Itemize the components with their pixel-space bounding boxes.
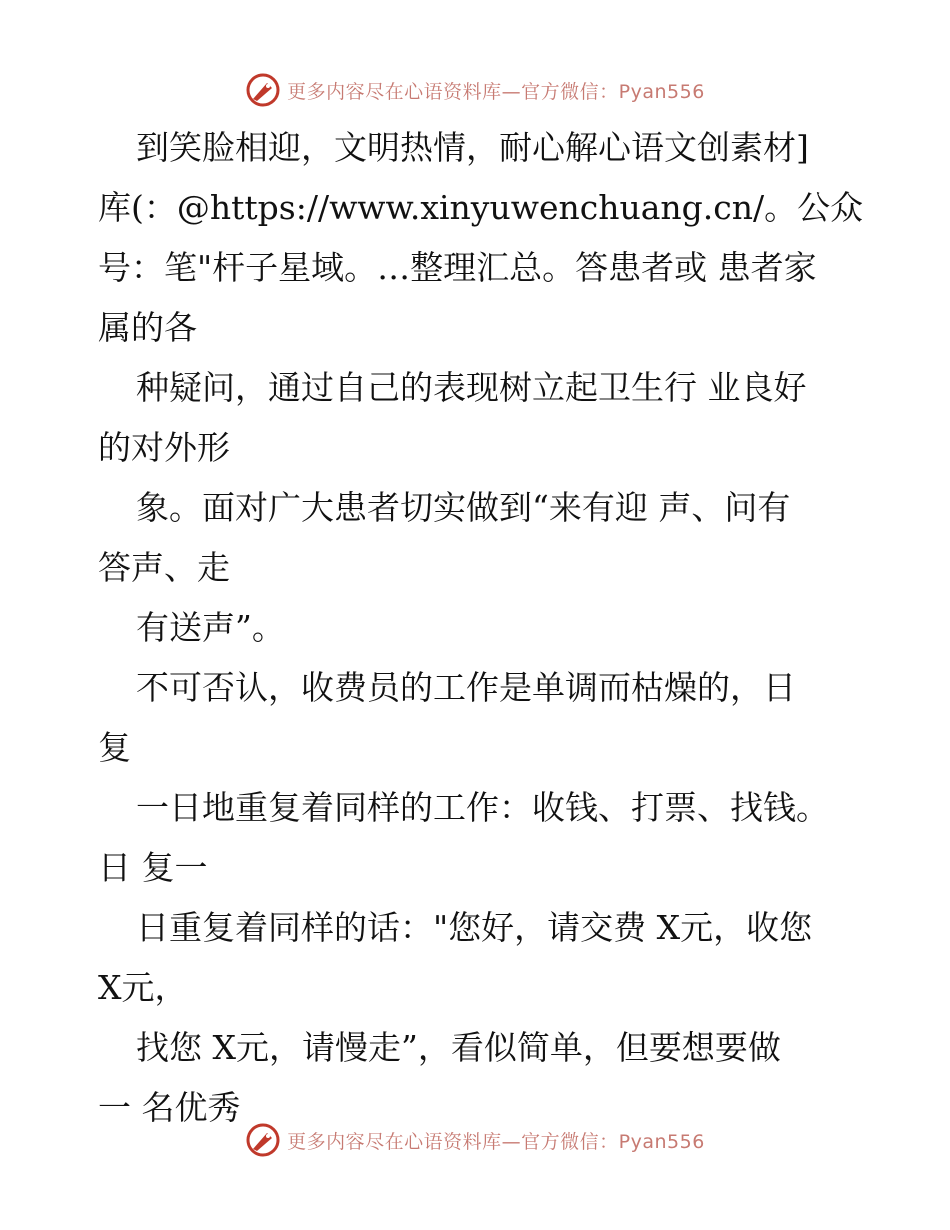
body-line: 种疑问，通过自己的表现树立起卫生行 业良好	[136, 368, 807, 407]
body-line: 属的各	[98, 308, 197, 347]
body-line: 的对外形	[98, 428, 230, 467]
pen-nib-logo-icon	[245, 72, 281, 108]
header-watermark-text: 更多内容尽在心语资料库—官方微信：Pyan556	[287, 80, 705, 103]
document-body	[98, 118, 864, 1138]
body-line: 库(：@https://www.xinyuwenchuang.cn/。公众	[98, 188, 864, 227]
body-line: 日重复着同样的话："您好，请交费 X元，收您	[136, 908, 813, 947]
pen-nib-logo-icon	[245, 1122, 281, 1158]
body-line: X元，	[98, 968, 188, 1007]
body-line: 象。面对广大患者切实做到“来有迎 声、问有	[136, 488, 791, 527]
body-line: 不可否认，收费员的工作是单调而枯燥的，日	[136, 668, 796, 707]
body-line: 一 名优秀	[98, 1088, 241, 1127]
body-line: 有送声”。	[136, 608, 285, 647]
body-line: 答声、走	[98, 548, 230, 587]
footer-watermark	[0, 1120, 950, 1160]
body-line: 号：笔"杆子星域。…整理汇总。答患者或 患者家	[98, 248, 817, 287]
body-line: 日 复一	[98, 848, 208, 887]
header-watermark	[0, 70, 950, 110]
body-line: 一日地重复着同样的工作：收钱、打票、找钱。	[136, 788, 829, 827]
body-line: 找您 X元，请慢走”，看似简单，但要想要做	[136, 1028, 781, 1067]
body-line: 复	[98, 728, 131, 767]
body-line: 到笑脸相迎，文明热情，耐心解心语文创素材]	[136, 128, 809, 167]
footer-watermark-text: 更多内容尽在心语资料库—官方微信：Pyan556	[287, 1130, 705, 1153]
